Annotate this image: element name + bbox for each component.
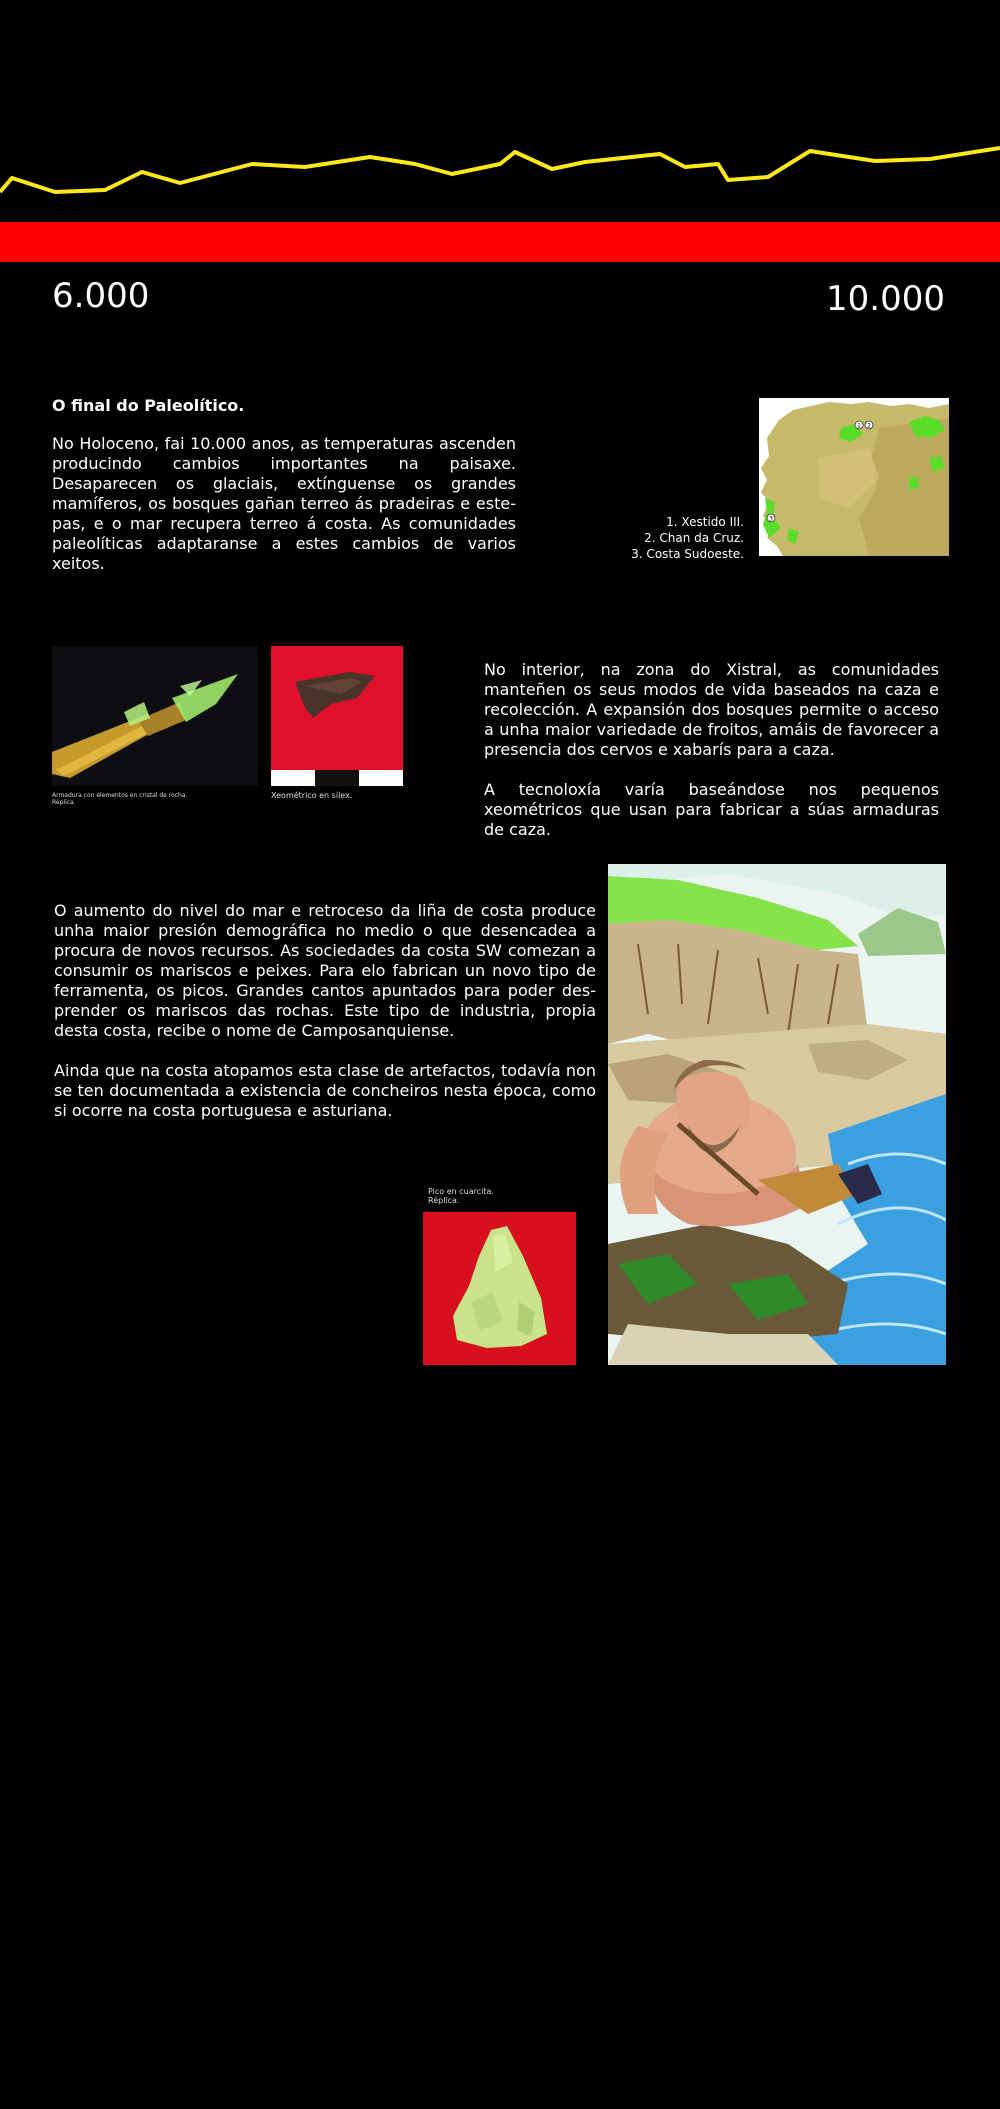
year-label-end: 10.000 xyxy=(826,279,945,319)
map-marker-label: 3 xyxy=(769,515,773,523)
interior-text xyxy=(484,660,939,840)
pico-photo xyxy=(423,1212,576,1365)
map-marker-label: 1 xyxy=(857,422,861,430)
interior-paragraph: A tecnoloxía varía baseándose nos pequenos xeométricos que usan para fabricar a súas armaduras de caza. xyxy=(484,780,939,839)
coast-paragraph: Ainda que na costa atopamos esta clase de artefactos, todavía non se ten documentada a existencia de concheiros nesta época, como si ocorre na costa portuguesa e asturiana. xyxy=(54,1061,596,1120)
pico-caption: Pico en cuarcita. Réplica. xyxy=(428,1187,494,1205)
shellfish-gatherer-illustration xyxy=(608,864,946,1365)
period-band xyxy=(0,222,1000,262)
coast-paragraph: O aumento do nivel do mar e retroceso da liña de costa produce unha maior presión demográfica no medio o que desencadea a procura de novos recursos. As sociedades da costa SW comezan a consumir os mariscos e peixes. Para elo fabrican un novo tipo de ferramenta, os picos. Grandes cantos apuntados para poder desprender os mariscos das rochas. Este tipo de industria, propia desta costa, recibe o nome de Camposanquiense. xyxy=(54,901,596,1040)
map-legend xyxy=(631,514,744,562)
silex-caption: Xeométrico en sílex. xyxy=(271,791,353,800)
armadura-caption: Armadura con elementos en cristal de rocha. Réplica. xyxy=(52,792,188,806)
intro-paragraph: No Holoceno, fai 10.000 anos, as temperaturas ascenden producindo cambios importantes na paisaxe. Desaparecen os glaciais, extínguense os grandes mamíferos, os bosques gañan terreo ás pradeiras e estepas, e o mar recupera terreo á costa. As comunidades paleolíticas adaptaranse a estes cambios de varios xeitos. xyxy=(52,434,516,573)
temperature-line xyxy=(0,148,1000,192)
armadura-photo xyxy=(52,646,258,786)
interior-paragraph: No interior, na zona do Xistral, as comunidades manteñen os seus modos de vida baseados na caza e recolección. A expansión dos bosques permite o acceso a unha maior variedade de froitos, amáis de favorecer a presencia dos cervos e xabarís para a caza. xyxy=(484,660,939,759)
galicia-map xyxy=(759,398,949,556)
map-legend-item: 2. Chan da Cruz. xyxy=(644,531,744,545)
map-legend-item: 3. Costa Sudoeste. xyxy=(631,547,744,561)
map-marker-label: 2 xyxy=(867,422,871,430)
section-title: O final do Paleolítico. xyxy=(52,396,245,415)
silex-photo xyxy=(271,646,403,786)
coast-text xyxy=(54,901,596,1121)
temperature-timeline xyxy=(0,140,1000,200)
map-legend-item: 1. Xestido III. xyxy=(666,515,744,529)
year-label-start: 6.000 xyxy=(52,276,150,316)
